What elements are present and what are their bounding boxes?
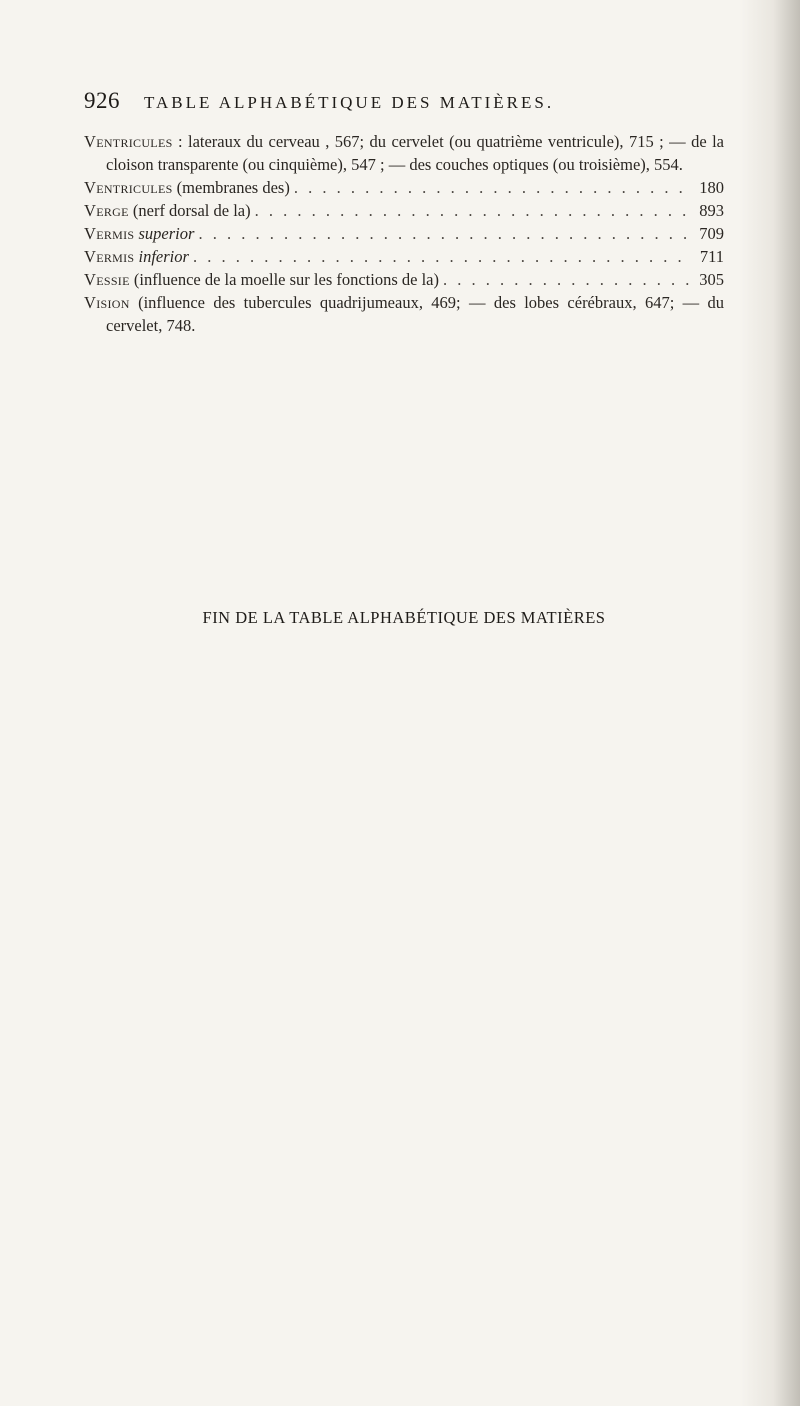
entry-label (84, 268, 439, 291)
entry-heading: Verge (84, 201, 129, 220)
dot-leader (193, 245, 692, 268)
entry-label (84, 199, 251, 222)
entry-text: : lateraux du cerveau , 567; du cervelet (ou quatrième ventricule), 715 ; — de la cloison transparente (ou cinquième), 547 ; — des couches optiques (ou troisième), 554. (106, 132, 724, 174)
running-title: TABLE ALPHABÉTIQUE DES MATIÈRES. (144, 93, 555, 112)
index-page (84, 88, 724, 337)
entry-heading: Ventricules (84, 178, 173, 197)
entry-text: (membranes des) (172, 178, 290, 197)
entry-heading: Vessie (84, 270, 130, 289)
dot-leader (255, 199, 692, 222)
index-entry-ventricules (84, 130, 724, 176)
entry-page: 893 (699, 201, 724, 220)
entry-page: 180 (699, 178, 724, 197)
entry-text: superior (134, 224, 195, 243)
index-entry-vermis-superior (84, 222, 724, 245)
entry-heading: Vision (84, 293, 130, 312)
dot-leader (443, 268, 692, 291)
index-entry-vision (84, 291, 724, 337)
page-header (84, 88, 724, 128)
entry-label (84, 176, 290, 199)
entry-page: 711 (699, 247, 724, 266)
entry-heading: Vermis (84, 224, 135, 243)
index-entry-verge (84, 199, 724, 222)
dot-leader (294, 176, 692, 199)
entry-heading: Vermis (84, 247, 135, 266)
entry-text: (nerf dorsal de la) (128, 201, 251, 220)
entry-page: 305 (699, 270, 724, 289)
entry-text: (influence des tubercules quadrijumeaux, 469; — des lobes cérébraux, 647; — du cervelet, 748. (106, 293, 724, 335)
entry-label (84, 245, 189, 268)
index-entry-ventricules-membranes (84, 176, 724, 199)
entry-text: (influence de la moelle sur les fonctions de la) (129, 270, 439, 289)
index-entries (84, 130, 724, 337)
index-entry-vermis-inferior (84, 245, 724, 268)
entry-page: 709 (699, 224, 724, 243)
entry-label (84, 222, 194, 245)
end-of-index-line: FIN DE LA TABLE ALPHABÉTIQUE DES MATIÈRES (202, 608, 606, 627)
page-number: 926 (84, 88, 120, 113)
page-edge-shadow (740, 0, 800, 1406)
entry-text: inferior (134, 247, 189, 266)
dot-leader (198, 222, 692, 245)
index-entry-vessie (84, 268, 724, 291)
entry-heading: Ventricules (84, 132, 173, 151)
